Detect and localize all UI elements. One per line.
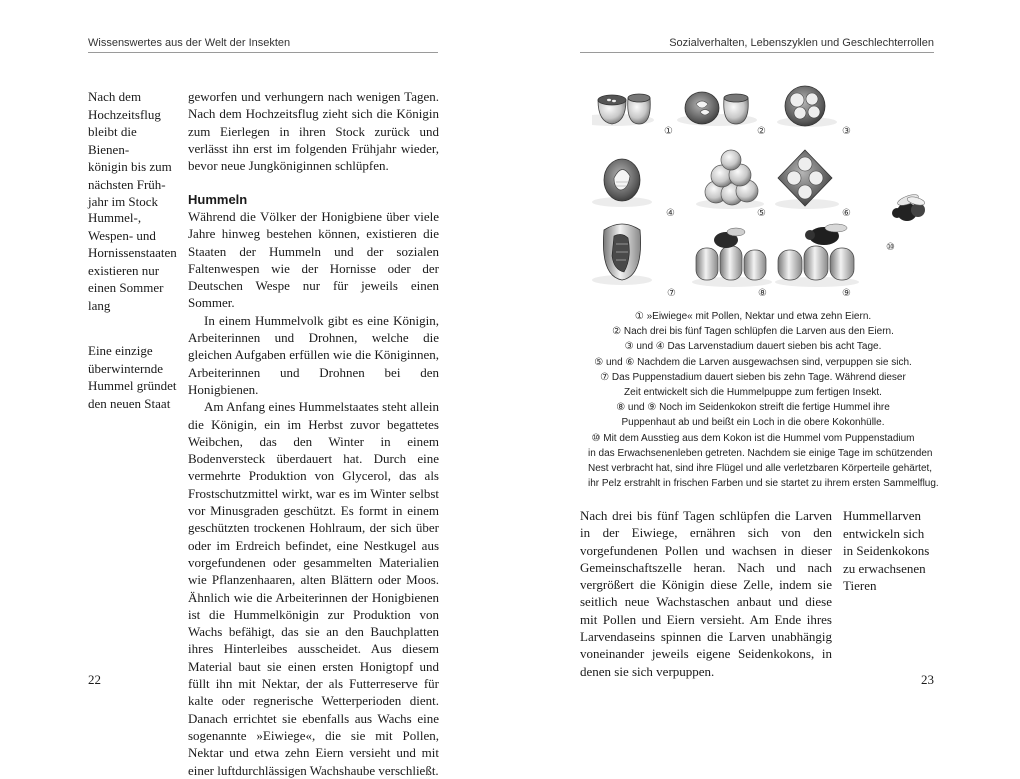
right-running-header: Sozialverhalten, Lebenszyklen und Geschlechterrollen [669,37,934,49]
caption-line: Zeit entwickelt sich die Hummelpuppe zum fertigen Insekt. [624,387,882,399]
margin-line: entwickeln sich [843,525,925,541]
stage-label-5: ⑤ [757,208,766,219]
right-body-text [580,507,832,680]
margin-line: einen Sommer [88,280,164,295]
stage-9-hatched-bumblebee [775,224,859,287]
margin-note-hochzeitsflug [88,88,180,211]
stage-3-larval-cluster [777,86,837,127]
figure-caption [588,309,939,491]
margin-note-hummellarven [843,507,938,595]
bumblebee-lifecycle-illustration [592,80,937,305]
stage-label-10: ⑩ [886,242,895,253]
margin-line: Eine einzige [88,343,153,358]
margin-line: Hummel gründet [88,378,177,393]
stage-label-6: ⑥ [842,208,851,219]
caption-line: ③ und ④ Das Larvenstadium dauert sieben bis acht Tage. [624,341,882,353]
margin-note-staaten [88,209,180,314]
margin-line: königin bis zum [88,159,172,174]
caption-line: ihr Pelz erstrahlt in frischen Farben und sie startet zu ihrem ersten Sammelflug. [588,478,939,490]
margin-line: existieren nur [88,262,160,278]
left-running-header: Wissenswertes aus der Welt der Insekten [88,37,291,49]
stage-label-3: ③ [842,126,851,137]
margin-line: Tieren [843,578,877,593]
caption-line: ⑧ und ⑨ Noch im Seidenkokon streift die fertige Hummel ihre [616,402,890,414]
margin-line: Hornissenstaaten [88,245,177,260]
stage-5-cocoon-cluster [696,150,764,209]
stage-2-hatching-larvae [677,92,757,126]
stage-6-cocoon-cross-section [775,150,839,209]
stage-label-8: ⑧ [758,288,767,299]
left-header-rule [88,52,438,53]
stage-label-7: ⑦ [667,288,676,299]
caption-line: Nest verbracht hat, sind ihre Flügel und alle verletzbaren Körperteile gehärtet, [588,463,933,475]
stage-label-1: ① [664,126,673,137]
intro-paragraph [188,88,439,174]
main-body-text [188,208,439,779]
margin-line: Hummellarven [843,508,921,523]
caption-line: ⑩ Mit dem Ausstieg aus dem Kokon ist die Hummel vom Puppenstadium [591,432,915,444]
caption-line: in das Erwachsenenleben getreten. Nachdem sie einige Tage im schützenden [588,447,933,459]
margin-line: nächsten Früh- [88,176,166,192]
caption-line: ① »Eiwiege« mit Pollen, Nektar und etwa zehn Eiern. [634,311,872,322]
section-heading: Hummeln [188,192,248,207]
stage-8-emerging-bumblebee [692,228,772,287]
paragraph: In einem Hummelvolk gibt es eine Königin, Arbeiterinnen und Drohnen, welche die gleichen Aufgaben erfüllen wie die Königinnen, Arbeiterinnen und Drohnen bei den Honigbienen. [188,312,439,397]
stage-label-2: ② [757,126,766,137]
caption-line: ⑦ Das Puppenstadium dauert sieben bis zehn Tage. Während dieser [600,371,906,383]
stage-4-larva-cell [592,159,652,207]
right-header-rule [580,52,934,53]
page-number-left: 22 [88,672,101,687]
margin-line: zu erwachsenen [843,560,926,576]
caption-line: Puppenhaut ab und beißt ein Loch in die obere Kokonhülle. [621,417,885,429]
margin-line: den neuen Staat [88,395,171,411]
stage-label-4: ④ [666,208,675,219]
caption-line: ② Nach drei bis fünf Tagen schlüpfen die Larven aus den Eiern. [612,326,894,338]
stage-10-flying-bumblebee [892,192,926,221]
paragraph: Am Anfang eines Hummelstaates steht allein die Königin, ein im Herbst zuvor begattetes Weibchen, das den Winter in einem Bodenversteck überdauert hat. Durch eine vermehrte Produktion von Glycerol, das als Frostschutzmittel wirkt, war es im Winter selbst vor Minusgraden geschützt. Es formt in einem geschützten trockenen Hohlraum, der sich über oder im Erdreich befindet, eine Nestkugel aus vorgefundenen oder gesammelten Materialien wie Pflanzenhaaren, alten Blättern oder Moos. Ähnlich wie die Arbeiterinnen der Honigbienen ist die Hummelkönigin zur Produktion von Wachs befähigt, das sie an den Bauchplatten ihres Hinterleibes ausscheidet. Aus diesem Material baut sie einen ersten Honigtopf und füllt ihn mit Nektar, der als Futterreserve für kalte oder regnerische Wetterperioden dient. Danach errichtet sie ebenfalls aus Wachs eine sogenannte »Eiwiege«, die sie mit Pollen, Nektar und etwa zehn Eiern versieht und mit einer luftdurchlässigen Wachshaube verschließt. [188,399,439,778]
left-page [0,0,510,778]
margin-note-hummel [88,342,180,412]
paragraph: geworfen und verhungern nach wenigen Tagen. Nach dem Hochzeitsflug zieht sich die Königin zum Eierlegen in ihren Stock zurück und verlässt ihn erst im folgenden Frühjahr wieder, bevor neue Jungköniginnen schlüpfen. [188,89,439,174]
stage-7-pupa-cocoon [592,224,652,285]
margin-line: Hochzeitsflug [88,106,161,122]
margin-line: überwinternde [88,360,164,376]
stage-1-egg-cradle [592,94,654,126]
page-number-right: 23 [921,672,934,687]
margin-line: lang [88,297,111,313]
caption-line: ⑤ und ⑥ Nachdem die Larven ausgewachsen sind, verpuppen sie sich. [594,356,912,368]
paragraph: Während die Völker der Honigbiene über viele Jahre hinweg bestehen können, existieren die Staaten der Hummeln und der sozialen Faltenwespen wie der Hornisse oder der Deutschen Wespe nur für jeweils einen Sommer. [188,209,439,311]
margin-line: Hummel-, [88,210,142,225]
margin-line: bleibt die Bienen- [88,124,137,157]
stage-label-9: ⑨ [842,288,851,299]
margin-line: jahr im Stock [88,194,159,209]
margin-line: in Seidenkokons [843,543,930,558]
paragraph: Nach drei bis fünf Tagen schlüpfen die Larven in der Eiwiege, ernähren sich von den vorgefundenen Pollen und wachsen in dieser Gemeinschaftszelle heran. Nach und nach vergrößert die Königin diese Zelle, indem sie seitlich neue Wachstaschen anbaut und diese mit Pollen und Eiern versieht. Am Ende ihres Larvendaseins spinnen die Larven unabhängig voneinander jeweils eigene Seidenkokons, in denen sie sich verpuppen. [580,508,832,679]
margin-line: Wespen- und [88,227,156,243]
margin-line: Nach dem [88,89,142,104]
